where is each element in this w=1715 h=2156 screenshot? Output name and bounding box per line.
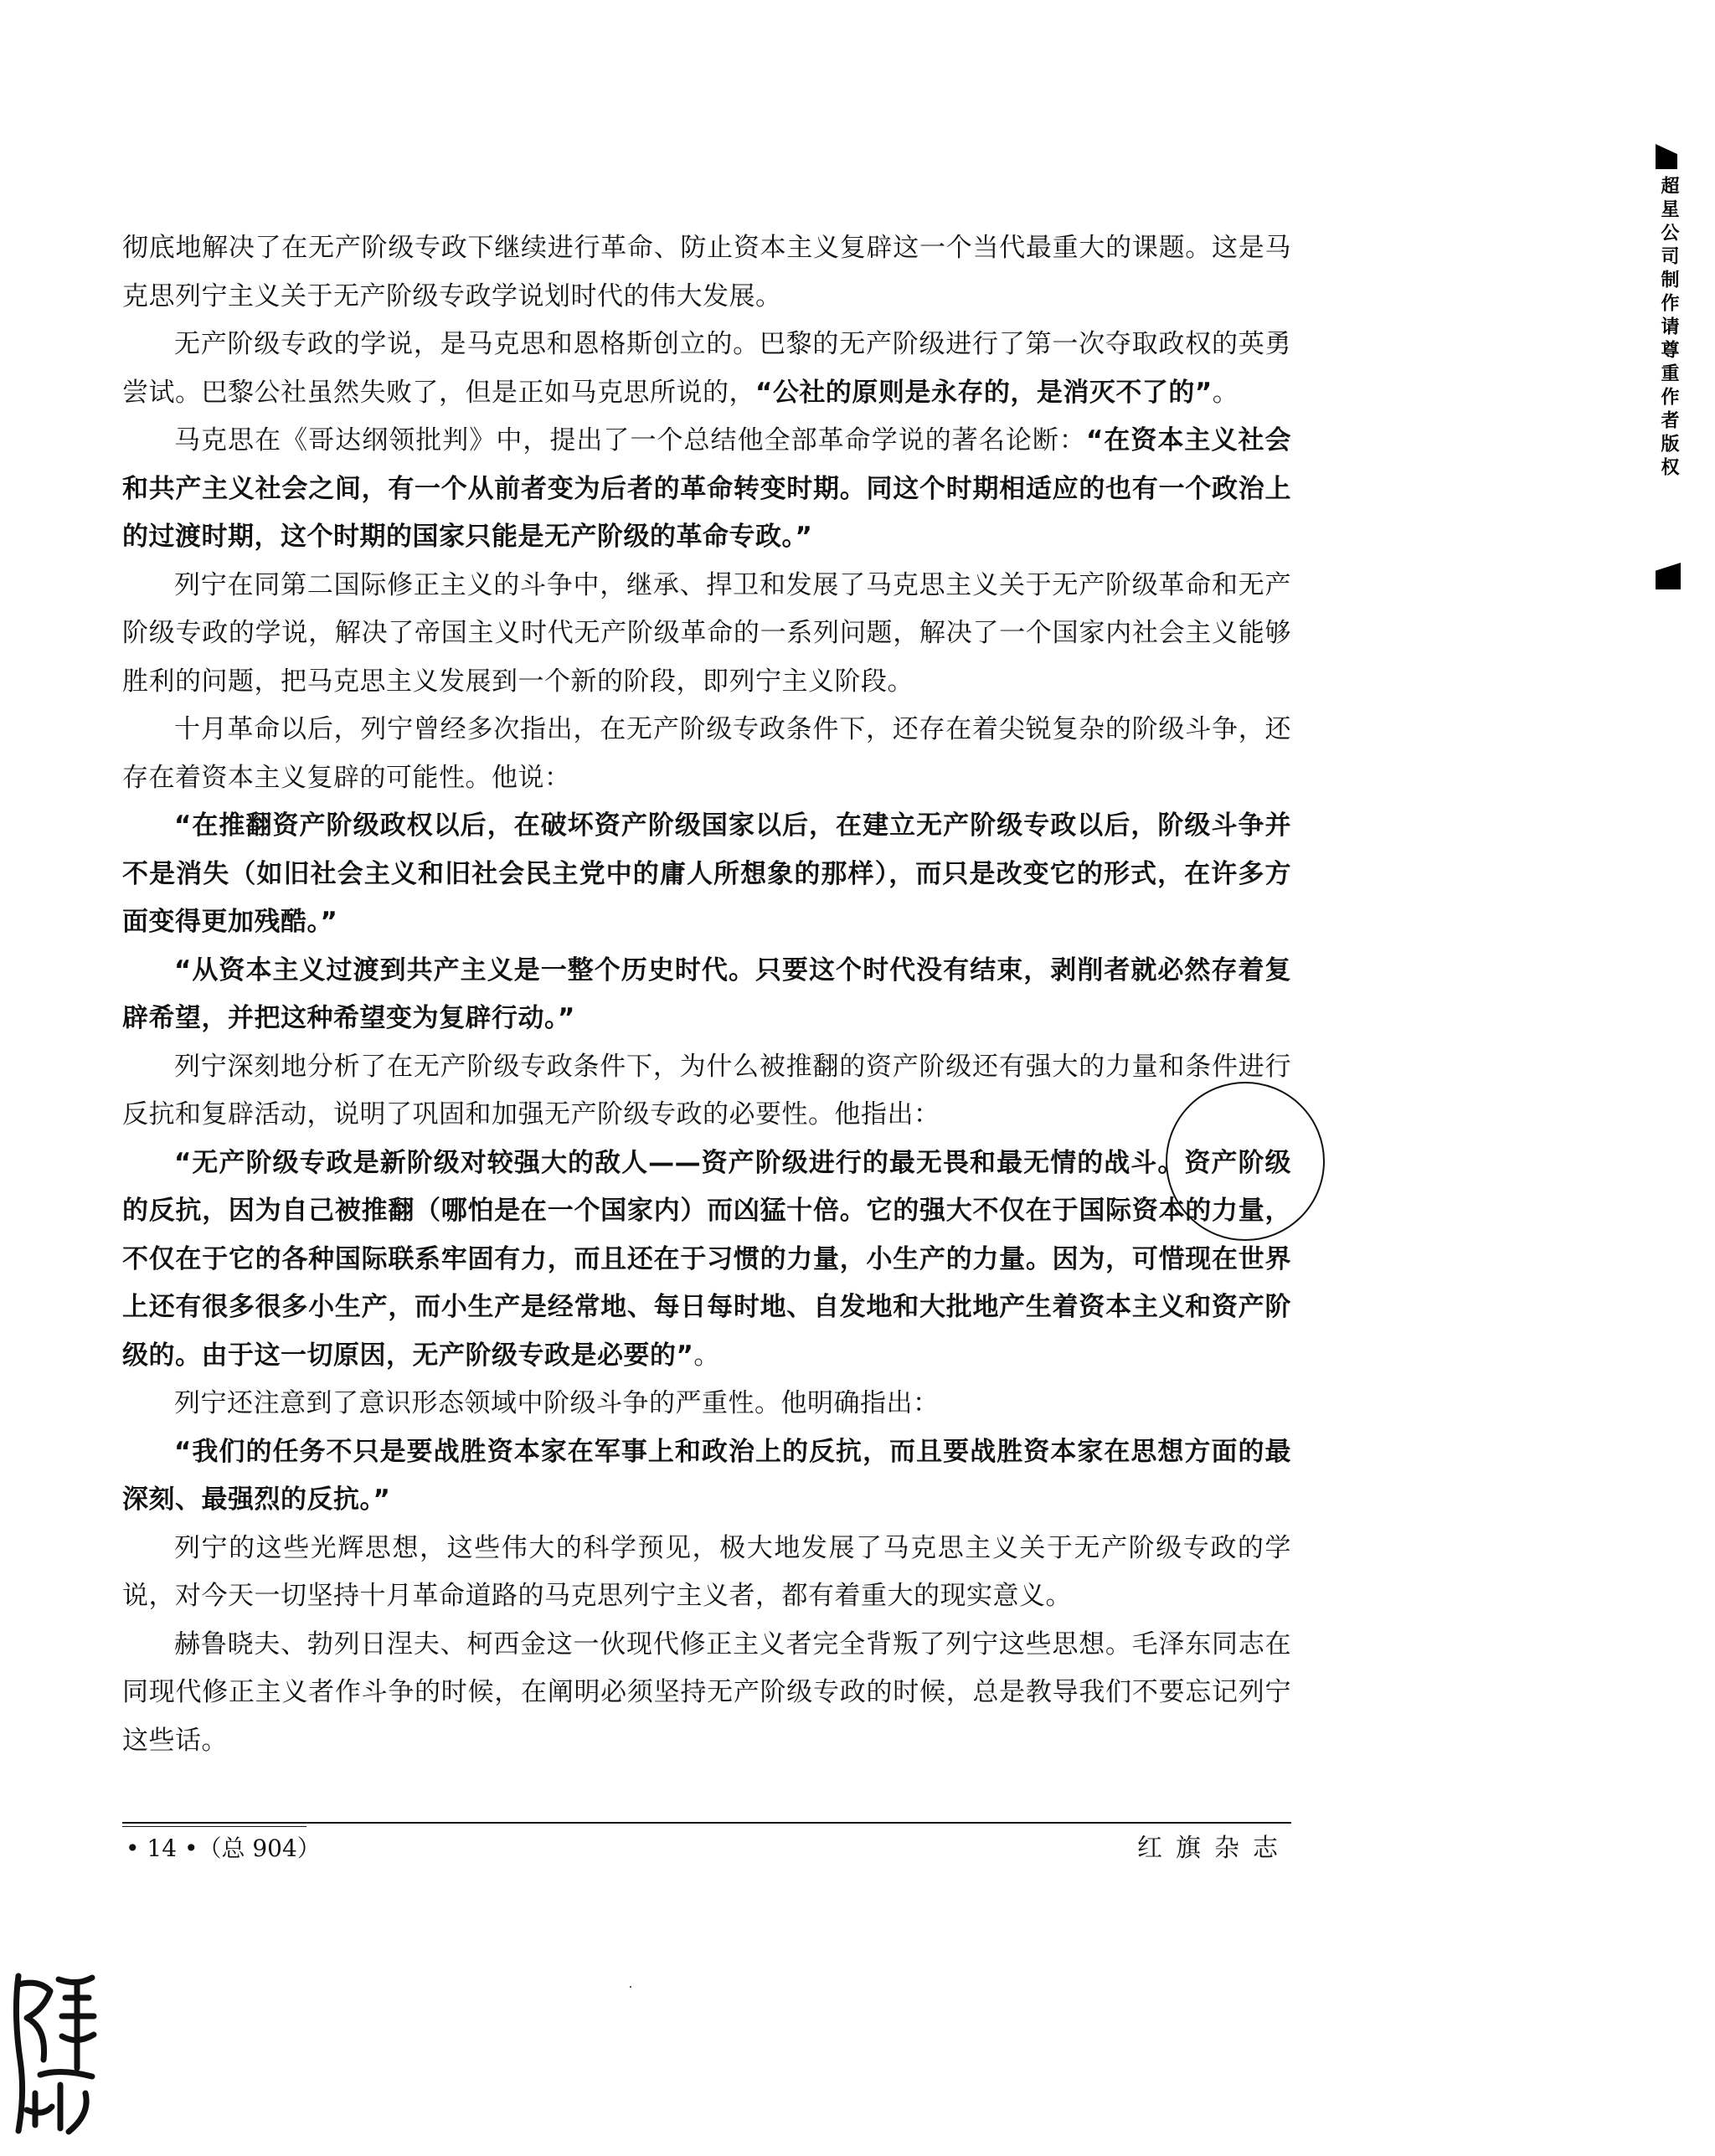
quote-text: “在资本主义社会和共产主义社会之间，有一个从前者变为后者的革命转变时期。同这个时期相适应的也有一个政治上的过渡时期，这个时期的国家只能是无产阶级的革命专政。”: [122, 425, 1292, 552]
paragraph: [122, 562, 1291, 707]
quote-text: “我们的任务不只是要战胜资本家在军事上和政治上的反抗，而且要战胜资本家在思想方面的最深刻、最强烈的反抗。”: [122, 1436, 1291, 1515]
paragraph: [122, 321, 1291, 417]
paragraph: [122, 706, 1291, 802]
paragraph: [122, 1140, 1291, 1381]
paragraph: [122, 1043, 1291, 1140]
quote-text: “在推翻资产阶级政权以后，在破坏资产阶级国家以后，在建立无产阶级专政以后，阶级斗争并不是消失（如旧社会主义和旧社会民主党中的庸人所想象的那样），而只是改变它的形式，在许多方面变得更加残酷。”: [122, 810, 1291, 937]
quote-text: “无产阶级专政是新阶级对较强大的敌人——资产阶级进行的最无畏和最无情的战斗。资产阶级的反抗，因为自己被推翻（哪怕是在一个国家内）而凶猛十倍。它的强大不仅在于国际资本的力量，不仅在于它的各种国际联系牢固有力，而且还在于习惯的力量，小生产的力量。因为，可惜现在世界上还有很多很多小生产，而小生产是经常地、每日每时地、自发地和大批地产生着资本主义和资产阶级的。由于这一切原因，无产阶级专政是必要的”: [122, 1147, 1291, 1371]
pen-circle-annotation: [1166, 1082, 1325, 1241]
body-text: 。: [693, 1340, 720, 1371]
paragraph: [122, 224, 1291, 321]
strip-cap-top: [1656, 144, 1677, 169]
body-text: 。: [1212, 377, 1239, 408]
paragraph: [122, 1525, 1291, 1621]
body-text: 无产阶级专政的学说，是马克思和恩格斯创立的。巴黎的无产阶级进行了第一次夺取政权的英勇尝试。巴黎公社虽然失败了，但是正如马克思所说的，: [122, 329, 1291, 408]
paragraph: [122, 1621, 1291, 1766]
body-text: 列宁深刻地分析了在无产阶级专政条件下，为什么被推翻的资产阶级还有强大的力量和条件进行反抗和复辟活动，说明了巩固和加强无产阶级专政的必要性。他指出：: [122, 1051, 1291, 1129]
paragraph: [122, 802, 1291, 947]
scan-speck: [630, 1986, 631, 1988]
quote-text: “从资本主义过渡到共产主义是一整个历史时代。只要这个时代没有结束，剥削者就必然存着复辟希望，并把这种希望变为复辟行动。”: [122, 955, 1291, 1033]
body-text: 列宁的这些光辉思想，这些伟大的科学预见，极大地发展了马克思主义关于无产阶级专政的学说，对今天一切坚持十月革命道路的马克思列宁主义者，都有着重大的现实意义。: [122, 1532, 1291, 1611]
paragraph: [122, 1428, 1291, 1525]
strip-cap-bottom: [1656, 563, 1681, 589]
body-text: 赫鲁晓夫、勃列日涅夫、柯西金这一伙现代修正主义者完全背叛了列宁这些思想。毛泽东同志在同现代修正主义者作斗争的时候，在阐明必须坚持无产阶级专政的时候，总是教导我们不要忘记列宁这些话。: [122, 1629, 1291, 1756]
body-text: 列宁还注意到了意识形态领域中阶级斗争的严重性。他明确指出：: [174, 1388, 940, 1418]
article-body: [122, 224, 1291, 1765]
copyright-strip: [1654, 136, 1691, 618]
footer-rule-thin: [122, 1826, 306, 1827]
footer-rule: [122, 1822, 1291, 1824]
paragraph: [122, 947, 1291, 1043]
body-text: 列宁在同第二国际修正主义的斗争中，继承、捍卫和发展了马克思主义关于无产阶级革命和无产阶级专政的学说，解决了帝国主义时代无产阶级革命的一系列问题，解决了一个国家内社会主义能够胜利的问题，把马克思主义发展到一个新的阶段，即列宁主义阶段。: [122, 569, 1291, 697]
journal-name: 红旗杂志: [1137, 1834, 1291, 1863]
paragraph: [122, 1380, 1291, 1428]
quote-text: “公社的原则是永存的，是消灭不了的”: [755, 377, 1213, 408]
copyright-strip-text: 超星公司制作请尊重作者版权: [1658, 176, 1679, 481]
library-seal-icon: [10, 1968, 104, 2139]
body-text: 彻底地解决了在无产阶级专政下继续进行革命、防止资本主义复辟这一个当代最重大的课题。这是马克思列宁主义关于无产阶级专政学说划时代的伟大发展。: [122, 233, 1291, 311]
body-text: 马克思在《哥达纲领批判》中，提出了一个总结他全部革命学说的著名论断：: [174, 425, 1086, 455]
paragraph: [122, 417, 1291, 562]
page-number: • 14 •（总 904）: [126, 1834, 321, 1862]
body-text: 十月革命以后，列宁曾经多次指出，在无产阶级专政条件下，还存在着尖锐复杂的阶级斗争，还存在着资本主义复辟的可能性。他说：: [122, 714, 1291, 793]
